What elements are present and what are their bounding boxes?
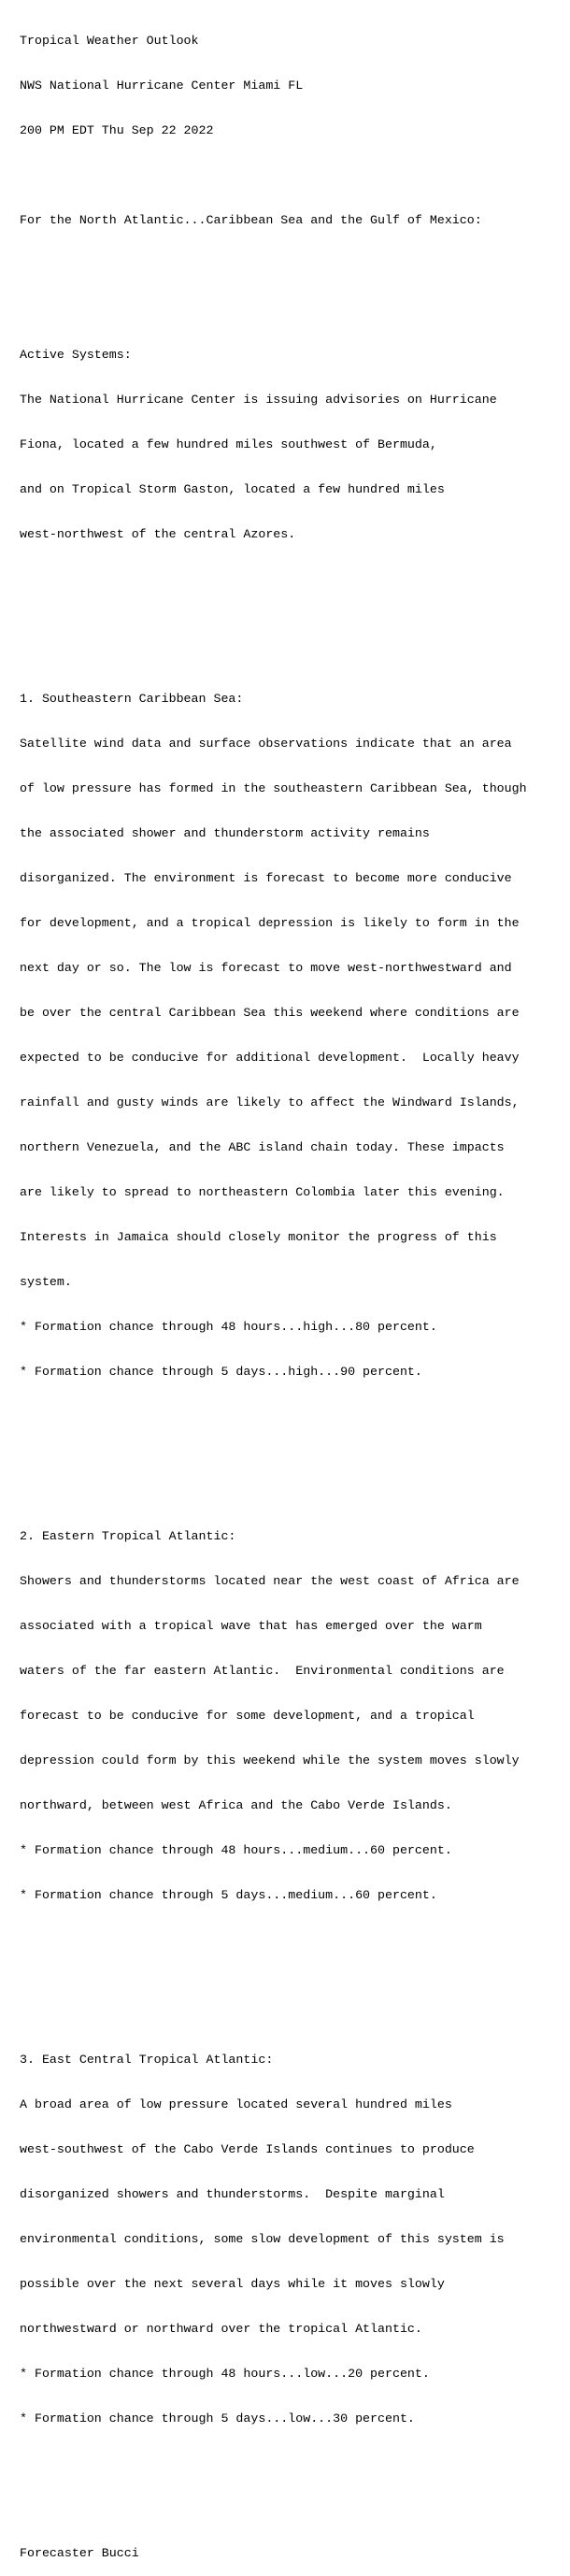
spacer	[20, 2486, 570, 2501]
system-2-text-line: Showers and thunderstorms located near the west coast of Africa are	[20, 1574, 520, 1588]
spacer	[20, 168, 570, 183]
system-1-text-line: of low pressure has formed in the southeastern Caribbean Sea, though	[20, 781, 527, 795]
system-1-section	[20, 662, 570, 1410]
system-2-chance-48h: * Formation chance through 48 hours...medium...60 percent.	[20, 1843, 452, 1857]
system-3-text-line: west-southwest of the Cabo Verde Islands continues to produce	[20, 2142, 475, 2156]
outlook-scope: For the North Atlantic...Caribbean Sea and the Gulf of Mexico:	[20, 213, 482, 227]
system-3-chance-5d: * Formation chance through 5 days...low...30 percent.	[20, 2411, 415, 2426]
spacer	[20, 602, 570, 617]
forecaster-signature: Forecaster Bucci	[20, 2546, 139, 2560]
system-1-text-line: next day or so. The low is forecast to move west-northwestward and	[20, 961, 512, 975]
active-systems-line: and on Tropical Storm Gaston, located a few hundred miles	[20, 482, 445, 496]
system-1-text-line: disorganized. The environment is forecast to become more conducive	[20, 871, 512, 885]
system-1-chance-48h: * Formation chance through 48 hours...high...80 percent.	[20, 1320, 437, 1334]
system-3-text-line: northwestward or northward over the tropical Atlantic.	[20, 2322, 422, 2336]
system-2-text-line: forecast to be conducive for some development, and a tropical	[20, 1709, 475, 1723]
system-2-text-line: depression could form by this weekend while the system moves slowly	[20, 1753, 520, 1767]
system-1-text-line: are likely to spread to northeastern Colombia later this evening.	[20, 1185, 505, 1199]
spacer	[20, 258, 570, 273]
active-systems-line: west-northwest of the central Azores.	[20, 527, 296, 541]
system-1-heading: 1. Southeastern Caribbean Sea:	[20, 692, 244, 706]
issuing-office: NWS National Hurricane Center Miami FL	[20, 79, 304, 93]
system-3-chance-48h: * Formation chance through 48 hours...low...20 percent.	[20, 2367, 430, 2381]
issue-time: 200 PM EDT Thu Sep 22 2022	[20, 123, 214, 137]
system-1-text-line: the associated shower and thunderstorm activity remains	[20, 826, 430, 840]
system-2-text-line: northward, between west Africa and the Cabo Verde Islands.	[20, 1798, 452, 1812]
system-3-text-line: disorganized showers and thunderstorms. Despite marginal	[20, 2187, 445, 2201]
system-2-text-line: waters of the far eastern Atlantic. Environmental conditions are	[20, 1664, 505, 1678]
system-3-section	[20, 2023, 570, 2456]
system-2-chance-5d: * Formation chance through 5 days...medium...60 percent.	[20, 1888, 437, 1902]
system-1-text-line: expected to be conducive for additional development. Locally heavy	[20, 1051, 520, 1065]
spacer	[20, 1439, 570, 1454]
system-3-text-line: environmental conditions, some slow development of this system is	[20, 2232, 505, 2246]
system-1-text-line: for development, and a tropical depression is likely to form in the	[20, 916, 520, 930]
system-1-text-line: Satellite wind data and surface observations indicate that an area	[20, 737, 512, 751]
system-1-text-line: rainfall and gusty winds are likely to affect the Windward Islands,	[20, 1095, 520, 1109]
system-3-text-line: A broad area of low pressure located several hundred miles	[20, 2097, 452, 2111]
system-2-text-line: associated with a tropical wave that has emerged over the warm	[20, 1619, 482, 1633]
system-2-section	[20, 1499, 570, 1933]
active-systems-heading: Active Systems:	[20, 348, 132, 362]
system-1-text-line: system.	[20, 1275, 72, 1289]
spacer	[20, 1963, 570, 1978]
system-1-text-line: be over the central Caribbean Sea this weekend where conditions are	[20, 1006, 520, 1020]
active-systems-line: The National Hurricane Center is issuing advisories on Hurricane	[20, 393, 497, 407]
active-systems-line: Fiona, located a few hundred miles southwest of Bermuda,	[20, 437, 437, 451]
system-1-text-line: northern Venezuela, and the ABC island chain today. These impacts	[20, 1140, 505, 1154]
document-title: Tropical Weather Outlook	[20, 34, 199, 48]
system-2-heading: 2. Eastern Tropical Atlantic:	[20, 1529, 236, 1543]
system-3-text-line: possible over the next several days while it moves slowly	[20, 2277, 445, 2291]
system-3-heading: 3. East Central Tropical Atlantic:	[20, 2053, 274, 2067]
system-1-text-line: Interests in Jamaica should closely monitor the progress of this	[20, 1230, 497, 1244]
active-systems-section	[20, 318, 570, 572]
system-1-chance-5d: * Formation chance through 5 days...high...90 percent.	[20, 1365, 422, 1379]
